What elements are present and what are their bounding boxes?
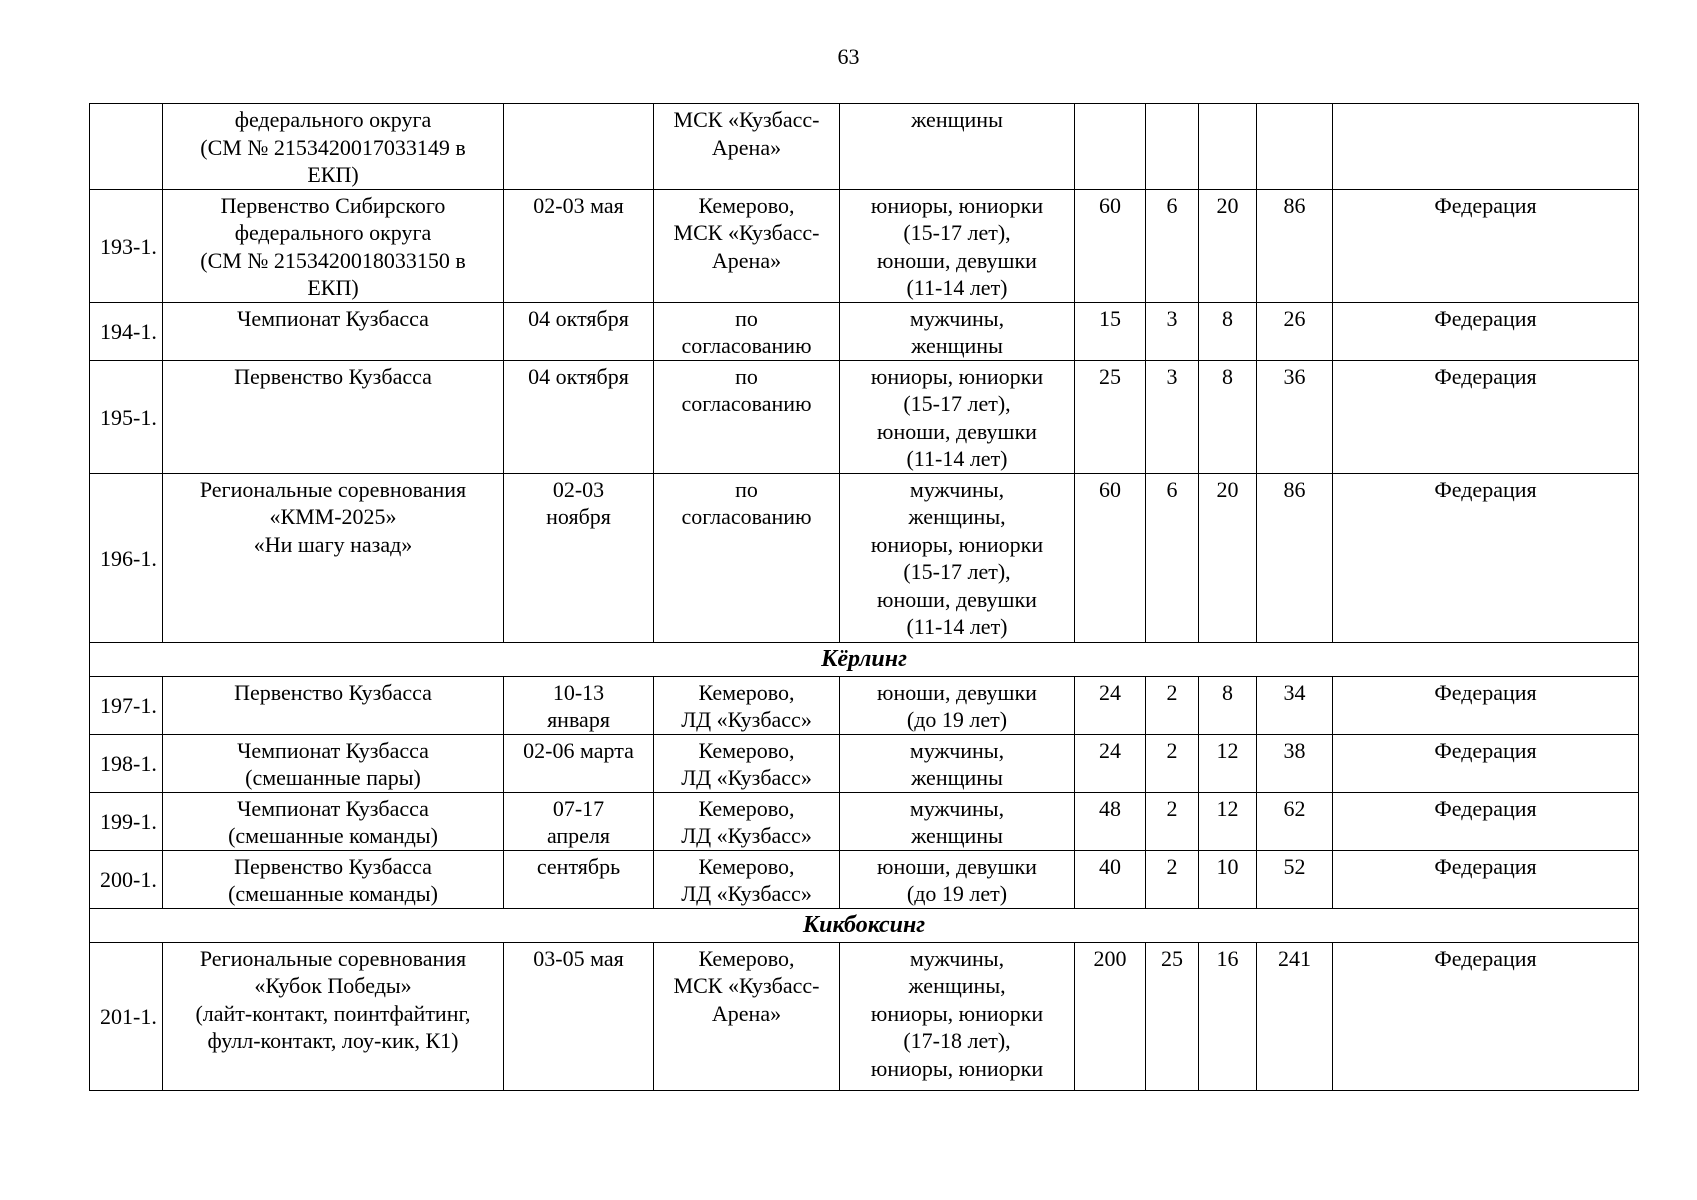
event-place-cell-line: по bbox=[735, 363, 758, 389]
event-date-cell bbox=[504, 792, 654, 850]
count-cell-2: 2 bbox=[1146, 734, 1199, 792]
event-name-cell-line: ЕКП) bbox=[307, 162, 359, 187]
event-date-cell bbox=[504, 189, 654, 302]
participants-cell bbox=[840, 942, 1075, 1090]
event-place-cell bbox=[654, 850, 840, 908]
event-date-cell bbox=[504, 302, 654, 360]
row-number-cell: 201-1. bbox=[90, 942, 163, 1090]
participants-cell bbox=[840, 850, 1075, 908]
event-place-cell bbox=[654, 360, 840, 473]
organizer-cell: Федерация bbox=[1333, 850, 1639, 908]
row-number-cell: 195-1. bbox=[90, 360, 163, 473]
participants-cell-line: мужчины, bbox=[909, 795, 1005, 821]
count-cell-2 bbox=[1146, 104, 1199, 190]
participants-cell-line: (до 19 лет) bbox=[906, 881, 1008, 906]
count-cell-2: 2 bbox=[1146, 850, 1199, 908]
event-place-cell-line: Кемерово, bbox=[698, 853, 795, 879]
participants-cell-line: (11-14 лет) bbox=[906, 275, 1008, 300]
event-place-cell bbox=[654, 189, 840, 302]
event-place-cell bbox=[654, 302, 840, 360]
event-name-cell bbox=[163, 360, 504, 473]
count-cell-2: 2 bbox=[1146, 792, 1199, 850]
event-name-cell-line: фулл-контакт, лоу-кик, К1) bbox=[207, 1028, 459, 1053]
event-place-cell bbox=[654, 676, 840, 734]
count-total-cell: 86 bbox=[1257, 473, 1333, 642]
page-number: 63 bbox=[837, 44, 860, 69]
count-cell-2: 25 bbox=[1146, 942, 1199, 1090]
event-date-cell-line: апреля bbox=[546, 823, 611, 848]
participants-cell bbox=[840, 189, 1075, 302]
event-place-cell-line: ЛД «Кузбасс» bbox=[681, 881, 812, 906]
participants-cell bbox=[840, 360, 1075, 473]
section-header-row bbox=[90, 908, 1639, 942]
participants-cell-line: мужчины, bbox=[909, 305, 1005, 331]
count-cell-3: 8 bbox=[1199, 302, 1257, 360]
event-place-cell-line: Арена» bbox=[711, 134, 782, 160]
event-date-cell-line: 02-06 марта bbox=[523, 737, 634, 763]
count-total-cell: 52 bbox=[1257, 850, 1333, 908]
organizer-cell: Федерация bbox=[1333, 792, 1639, 850]
count-cell-2: 2 bbox=[1146, 676, 1199, 734]
participants-cell-line: юниоры, юниорки bbox=[870, 363, 1044, 389]
count-cell-3: 8 bbox=[1199, 360, 1257, 473]
organizer-cell bbox=[1333, 104, 1639, 190]
count-cell-1: 40 bbox=[1075, 850, 1146, 908]
event-date-cell-line: ноября bbox=[546, 504, 611, 529]
participants-cell-line: (17-18 лет), bbox=[903, 1028, 1011, 1053]
participants-cell bbox=[840, 734, 1075, 792]
table-row bbox=[90, 302, 1639, 360]
event-place-cell bbox=[654, 734, 840, 792]
row-number-cell: 198-1. bbox=[90, 734, 163, 792]
event-place-cell-line: МСК «Кузбасс- bbox=[673, 973, 820, 998]
organizer-cell: Федерация bbox=[1333, 942, 1639, 1090]
count-total-cell: 38 bbox=[1257, 734, 1333, 792]
table-row bbox=[90, 850, 1639, 908]
event-name-cell-line: Первенство Кузбасса bbox=[234, 679, 432, 705]
count-cell-1: 24 bbox=[1075, 676, 1146, 734]
event-name-cell-line: «Ни шагу назад» bbox=[253, 531, 413, 557]
count-cell-2: 6 bbox=[1146, 473, 1199, 642]
participants-cell-line: женщины bbox=[911, 823, 1003, 848]
event-place-cell-line: ЛД «Кузбасс» bbox=[681, 765, 812, 790]
organizer-cell: Федерация bbox=[1333, 189, 1639, 302]
count-total-cell: 36 bbox=[1257, 360, 1333, 473]
event-place-cell bbox=[654, 104, 840, 190]
events-table bbox=[89, 103, 1639, 1091]
event-name-cell-line: (лайт-контакт, поинтфайтинг, bbox=[195, 1000, 471, 1026]
event-place-cell-line: Кемерово, bbox=[698, 679, 795, 705]
event-place-cell-line: Арена» bbox=[711, 1000, 782, 1026]
event-date-cell bbox=[504, 360, 654, 473]
section-title: Кёрлинг bbox=[90, 642, 1639, 676]
event-date-cell-line: 04 октября bbox=[528, 363, 629, 389]
event-name-cell-line: Первенство Кузбасса bbox=[234, 363, 432, 389]
organizer-cell: Федерация bbox=[1333, 360, 1639, 473]
count-cell-3: 16 bbox=[1199, 942, 1257, 1090]
participants-cell-line: юноши, девушки bbox=[877, 853, 1037, 879]
table-row bbox=[90, 473, 1639, 642]
event-place-cell-line: Кемерово, bbox=[698, 737, 795, 763]
count-cell-1: 200 bbox=[1075, 942, 1146, 1090]
participants-cell-line: мужчины, bbox=[909, 737, 1005, 763]
count-cell-3: 8 bbox=[1199, 676, 1257, 734]
event-name-cell-line: ЕКП) bbox=[307, 275, 359, 300]
participants-cell-line: (15-17 лет), bbox=[903, 559, 1011, 584]
count-cell-2: 6 bbox=[1146, 189, 1199, 302]
event-name-cell-line: Региональные соревнования bbox=[199, 945, 467, 971]
count-cell-3: 20 bbox=[1199, 473, 1257, 642]
event-place-cell-line: ЛД «Кузбасс» bbox=[681, 823, 812, 848]
event-name-cell-line: «Кубок Победы» bbox=[254, 973, 412, 998]
participants-cell-line: (11-14 лет) bbox=[906, 614, 1008, 639]
event-date-cell bbox=[504, 942, 654, 1090]
event-name-cell-line: федерального округа bbox=[234, 107, 432, 132]
event-name-cell-line: (СМ № 2153420017033149 в bbox=[200, 134, 466, 160]
row-number-cell bbox=[90, 104, 163, 190]
organizer-cell: Федерация bbox=[1333, 473, 1639, 642]
participants-cell-line: юниоры, юниорки bbox=[870, 531, 1044, 557]
event-name-cell-line: (смешанные пары) bbox=[245, 765, 421, 790]
event-name-cell bbox=[163, 676, 504, 734]
event-date-cell-line: 02-03 bbox=[552, 476, 605, 502]
event-date-cell bbox=[504, 473, 654, 642]
row-number-cell: 199-1. bbox=[90, 792, 163, 850]
event-name-cell-line: Чемпионат Кузбасса bbox=[237, 305, 429, 331]
event-date-cell-line: 03-05 мая bbox=[533, 945, 624, 971]
event-place-cell-line: согласованию bbox=[681, 391, 812, 416]
participants-cell-line: (11-14 лет) bbox=[906, 446, 1008, 471]
participants-cell bbox=[840, 676, 1075, 734]
participants-cell bbox=[840, 792, 1075, 850]
participants-cell-line: юниоры, юниорки bbox=[870, 1055, 1044, 1081]
participants-cell-line: женщины bbox=[911, 107, 1003, 132]
events-table-body bbox=[90, 104, 1639, 1091]
participants-cell-line: юноши, девушки bbox=[877, 679, 1037, 705]
event-date-cell bbox=[504, 734, 654, 792]
table-row bbox=[90, 792, 1639, 850]
event-name-cell-line: Региональные соревнования bbox=[199, 476, 467, 502]
count-cell-1: 60 bbox=[1075, 473, 1146, 642]
count-cell-1: 24 bbox=[1075, 734, 1146, 792]
participants-cell-line: юниоры, юниорки bbox=[870, 192, 1044, 218]
row-number-cell: 196-1. bbox=[90, 473, 163, 642]
event-place-cell bbox=[654, 792, 840, 850]
event-place-cell-line: ЛД «Кузбасс» bbox=[681, 707, 812, 732]
row-number-cell: 200-1. bbox=[90, 850, 163, 908]
participants-cell-line: (15-17 лет), bbox=[903, 220, 1011, 245]
count-cell-2: 3 bbox=[1146, 302, 1199, 360]
participants-cell-line: юноши, девушки bbox=[877, 247, 1037, 273]
participants-cell-line: юниоры, юниорки bbox=[870, 1000, 1044, 1026]
event-name-cell-line: (смешанные команды) bbox=[228, 823, 438, 848]
count-cell-1: 15 bbox=[1075, 302, 1146, 360]
event-place-cell-line: МСК «Кузбасс- bbox=[673, 220, 820, 245]
event-place-cell-line: МСК «Кузбасс- bbox=[673, 107, 820, 132]
event-place-cell-line: согласованию bbox=[681, 504, 812, 529]
event-date-cell bbox=[504, 676, 654, 734]
count-cell-3: 12 bbox=[1199, 734, 1257, 792]
table-row bbox=[90, 104, 1639, 190]
event-place-cell-line: Кемерово, bbox=[698, 945, 795, 971]
participants-cell-line: мужчины, bbox=[909, 945, 1005, 971]
event-date-cell-line: 10-13 bbox=[552, 679, 605, 705]
event-name-cell bbox=[163, 104, 504, 190]
participants-cell bbox=[840, 302, 1075, 360]
row-number-cell: 194-1. bbox=[90, 302, 163, 360]
table-row bbox=[90, 676, 1639, 734]
event-place-cell-line: Кемерово, bbox=[698, 795, 795, 821]
count-total-cell: 86 bbox=[1257, 189, 1333, 302]
event-name-cell-line: (смешанные команды) bbox=[228, 881, 438, 906]
count-total-cell: 34 bbox=[1257, 676, 1333, 734]
event-name-cell-line: «КММ-2025» bbox=[269, 504, 397, 529]
event-name-cell bbox=[163, 734, 504, 792]
count-total-cell: 62 bbox=[1257, 792, 1333, 850]
organizer-cell: Федерация bbox=[1333, 734, 1639, 792]
row-number-cell: 193-1. bbox=[90, 189, 163, 302]
event-name-cell bbox=[163, 189, 504, 302]
event-place-cell bbox=[654, 942, 840, 1090]
event-name-cell-line: Первенство Сибирского bbox=[220, 192, 446, 218]
organizer-cell: Федерация bbox=[1333, 676, 1639, 734]
participants-cell-line: женщины bbox=[911, 333, 1003, 358]
event-name-cell-line: Первенство Кузбасса bbox=[234, 853, 432, 879]
event-date-cell-line: 07-17 bbox=[552, 795, 605, 821]
count-total-cell: 26 bbox=[1257, 302, 1333, 360]
participants-cell-line: женщины, bbox=[908, 973, 1006, 998]
count-total-cell: 241 bbox=[1257, 942, 1333, 1090]
count-cell-1: 25 bbox=[1075, 360, 1146, 473]
count-cell-3: 12 bbox=[1199, 792, 1257, 850]
count-cell-3 bbox=[1199, 104, 1257, 190]
event-name-cell-line: Чемпионат Кузбасса bbox=[237, 795, 429, 821]
participants-cell-line: мужчины, bbox=[909, 476, 1005, 502]
event-place-cell-line: согласованию bbox=[681, 333, 812, 358]
event-date-cell-line: января bbox=[547, 707, 610, 732]
event-place-cell-line: по bbox=[735, 476, 758, 502]
count-cell-1: 48 bbox=[1075, 792, 1146, 850]
table-row bbox=[90, 734, 1639, 792]
event-name-cell bbox=[163, 792, 504, 850]
event-name-cell bbox=[163, 850, 504, 908]
table-row bbox=[90, 360, 1639, 473]
participants-cell bbox=[840, 473, 1075, 642]
event-place-cell-line: Кемерово, bbox=[698, 192, 795, 218]
event-date-cell bbox=[504, 104, 654, 190]
count-cell-3: 10 bbox=[1199, 850, 1257, 908]
organizer-cell: Федерация bbox=[1333, 302, 1639, 360]
event-name-cell bbox=[163, 302, 504, 360]
event-name-cell bbox=[163, 473, 504, 642]
event-name-cell bbox=[163, 942, 504, 1090]
count-total-cell bbox=[1257, 104, 1333, 190]
participants-cell-line: юноши, девушки bbox=[877, 586, 1037, 612]
count-cell-3: 20 bbox=[1199, 189, 1257, 302]
event-place-cell-line: Арена» bbox=[711, 247, 782, 273]
participants-cell-line: женщины bbox=[911, 765, 1003, 790]
row-number-cell: 197-1. bbox=[90, 676, 163, 734]
participants-cell-line: (15-17 лет), bbox=[903, 391, 1011, 416]
count-cell-1 bbox=[1075, 104, 1146, 190]
event-date-cell-line: сентябрь bbox=[536, 853, 621, 879]
section-header-row bbox=[90, 642, 1639, 676]
participants-cell-line: юноши, девушки bbox=[877, 418, 1037, 444]
participants-cell-line: (до 19 лет) bbox=[906, 707, 1008, 732]
event-date-cell-line: 04 октября bbox=[528, 305, 629, 331]
section-title: Кикбоксинг bbox=[90, 908, 1639, 942]
event-date-cell-line: 02-03 мая bbox=[533, 192, 624, 218]
event-name-cell-line: федерального округа bbox=[234, 220, 432, 245]
participants-cell-line: женщины, bbox=[908, 504, 1006, 529]
table-row bbox=[90, 189, 1639, 302]
event-place-cell-line: по bbox=[735, 305, 758, 331]
event-date-cell bbox=[504, 850, 654, 908]
count-cell-2: 3 bbox=[1146, 360, 1199, 473]
participants-cell bbox=[840, 104, 1075, 190]
event-name-cell-line: Чемпионат Кузбасса bbox=[237, 737, 429, 763]
event-place-cell bbox=[654, 473, 840, 642]
event-name-cell-line: (СМ № 2153420018033150 в bbox=[200, 247, 466, 273]
count-cell-1: 60 bbox=[1075, 189, 1146, 302]
table-row bbox=[90, 942, 1639, 1090]
